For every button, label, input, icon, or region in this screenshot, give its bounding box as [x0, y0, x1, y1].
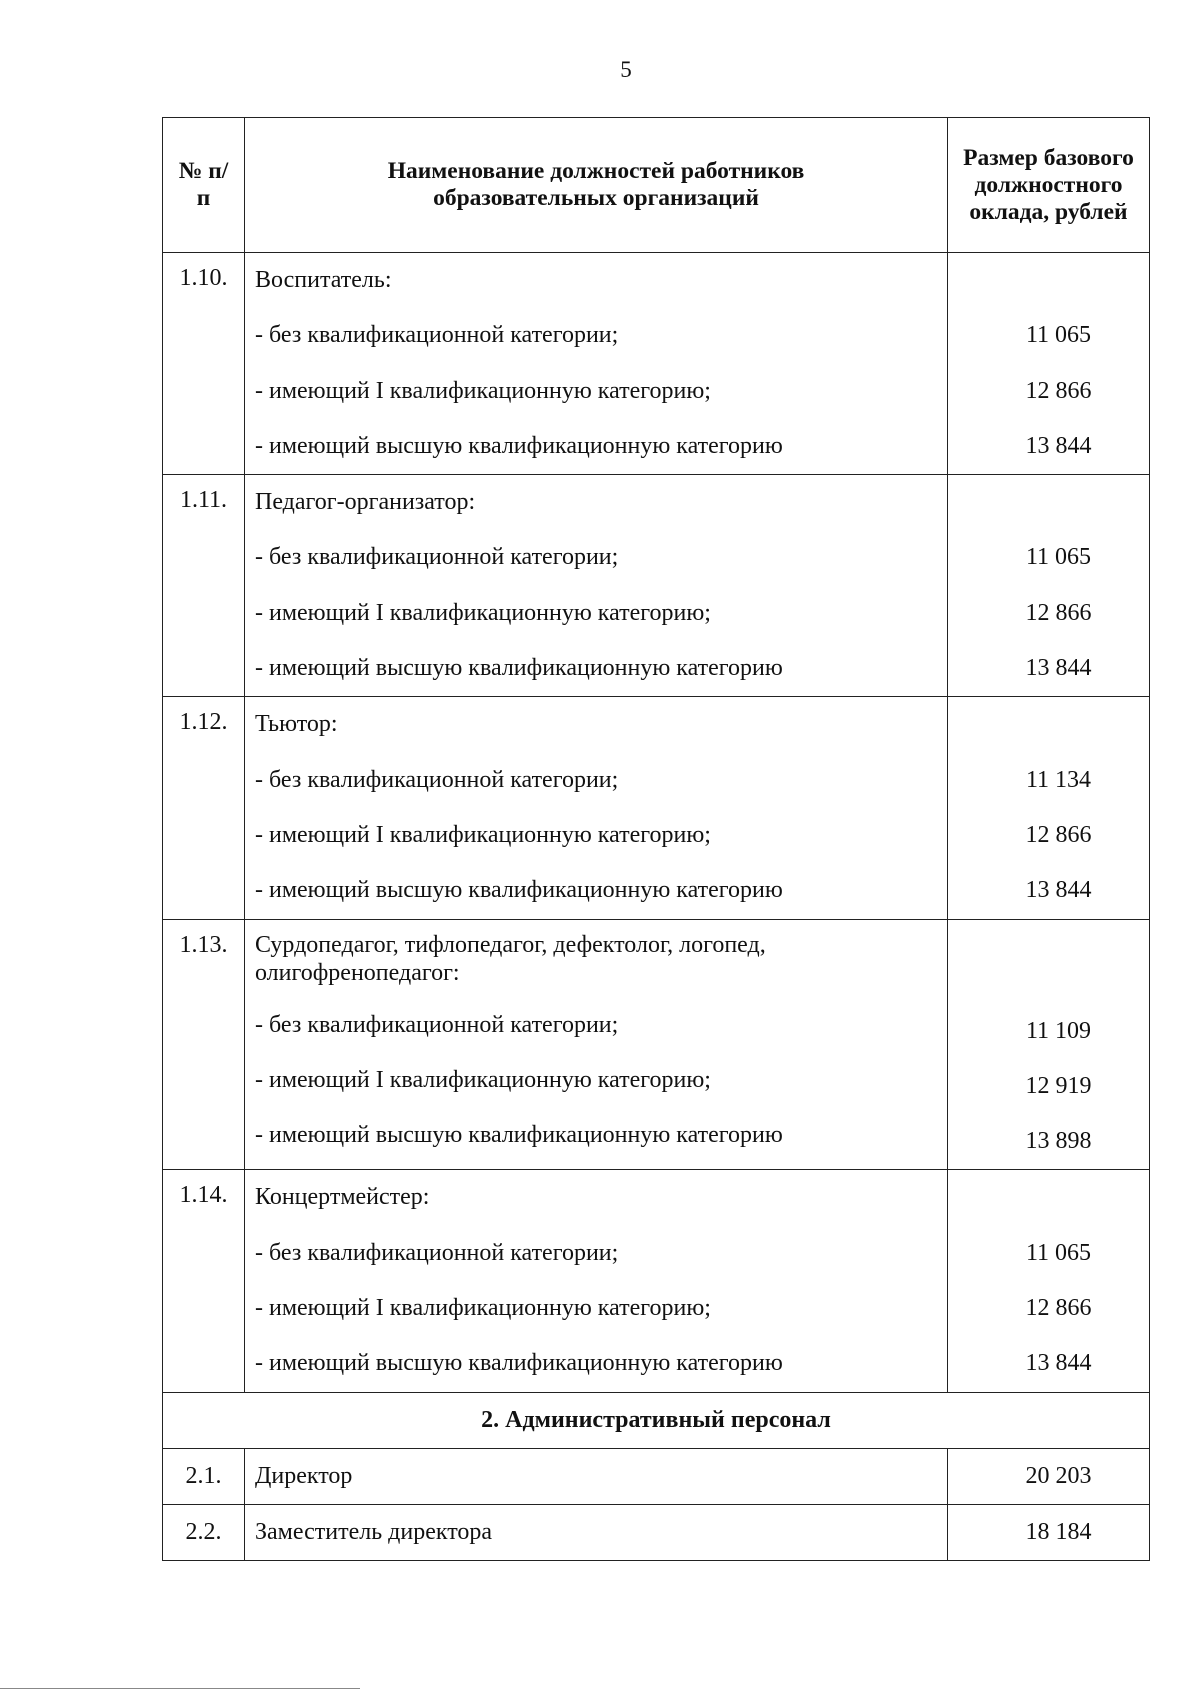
table-row [163, 1170, 1150, 1392]
salary-value: 11 065 [1025, 1239, 1092, 1266]
salary-cell [948, 697, 1150, 919]
position-title: Педагог-организатор: [255, 489, 476, 516]
salary-value: 20 203 [948, 1448, 1150, 1504]
salary-cell [948, 253, 1150, 475]
category-label: - без квалификационной категории; [255, 544, 619, 571]
table-row [163, 475, 1150, 697]
salary-value: 13 898 [1025, 1128, 1092, 1155]
category-label: - имеющий I квалификационную категорию; [255, 821, 711, 848]
position-cell [245, 697, 948, 919]
row-number: 1.10. [163, 253, 245, 475]
header-row [163, 118, 1150, 253]
table-row [163, 919, 1150, 1170]
position-title: Сурдопедагог, тифлопедагог, дефектолог, логопед, олигофренопедагог: [255, 931, 766, 986]
page-number: 5 [620, 57, 632, 82]
row-number: 2.1. [163, 1448, 245, 1504]
header-num: № п/п [163, 118, 245, 253]
position-title: Концертмейстер: [255, 1184, 430, 1211]
salary-cell [948, 919, 1150, 1170]
category-label: - без квалификационной категории; [255, 1239, 619, 1266]
category-label: - без квалификационной категории; [255, 766, 619, 793]
position-name: Директор [245, 1448, 948, 1504]
salary-value: 11 134 [1025, 766, 1092, 793]
header-value: Размер базового должностного оклада, рублей [948, 118, 1150, 253]
row-number: 1.14. [163, 1170, 245, 1392]
position-title: Воспитатель: [255, 267, 392, 293]
table-row [163, 697, 1150, 919]
salary-value: 12 866 [1025, 821, 1092, 848]
category-label: - имеющий высшую квалификационную категорию [255, 432, 783, 459]
row-number: 1.12. [163, 697, 245, 919]
category-label: - без квалификационной категории; [255, 322, 619, 349]
salary-value: 11 065 [1025, 544, 1092, 571]
category-label: - имеющий I квалификационную категорию; [255, 377, 711, 404]
salary-value: 13 844 [1025, 877, 1092, 904]
salary-cell [948, 1170, 1150, 1392]
section-header-row [163, 1392, 1150, 1448]
salary-table [162, 117, 1150, 1561]
category-label: - имеющий I квалификационную категорию; [255, 1295, 711, 1322]
category-label: - без квалификационной категории; [255, 1011, 619, 1038]
table-row [163, 253, 1150, 475]
section-title: 2. Административный персонал [163, 1392, 1150, 1448]
category-label: - имеющий высшую квалификационную категорию [255, 1350, 783, 1377]
position-cell [245, 253, 948, 475]
row-number: 1.11. [163, 475, 245, 697]
category-label: - имеющий I квалификационную категорию; [255, 599, 711, 626]
category-label: - имеющий высшую квалификационную категорию [255, 1122, 783, 1149]
salary-value: 11 065 [1025, 322, 1092, 349]
footer-rule [0, 1688, 360, 1689]
position-title: Тьютор: [255, 711, 338, 738]
salary-value: 12 866 [1025, 377, 1092, 404]
salary-value: 11 109 [1025, 1017, 1092, 1044]
table-row [163, 1504, 1150, 1560]
row-number: 1.13. [163, 919, 245, 1170]
position-name: Заместитель директора [245, 1504, 948, 1560]
salary-value: 13 844 [1025, 655, 1092, 682]
category-label: - имеющий высшую квалификационную категорию [255, 655, 783, 682]
header-name: Наименование должностей работников образовательных организаций [245, 118, 948, 253]
row-number: 2.2. [163, 1504, 245, 1560]
position-cell [245, 1170, 948, 1392]
category-label: - имеющий высшую квалификационную категорию [255, 877, 783, 904]
category-label: - имеющий I квалификационную категорию; [255, 1066, 711, 1093]
salary-cell [948, 475, 1150, 697]
table-row [163, 1448, 1150, 1504]
position-cell [245, 475, 948, 697]
salary-value: 12 866 [1025, 1295, 1092, 1322]
salary-value: 13 844 [1025, 432, 1092, 459]
salary-value: 12 866 [1025, 599, 1092, 626]
position-cell [245, 919, 948, 1170]
salary-value: 18 184 [948, 1504, 1150, 1560]
salary-value: 12 919 [1025, 1072, 1092, 1099]
salary-value: 13 844 [1025, 1350, 1092, 1377]
